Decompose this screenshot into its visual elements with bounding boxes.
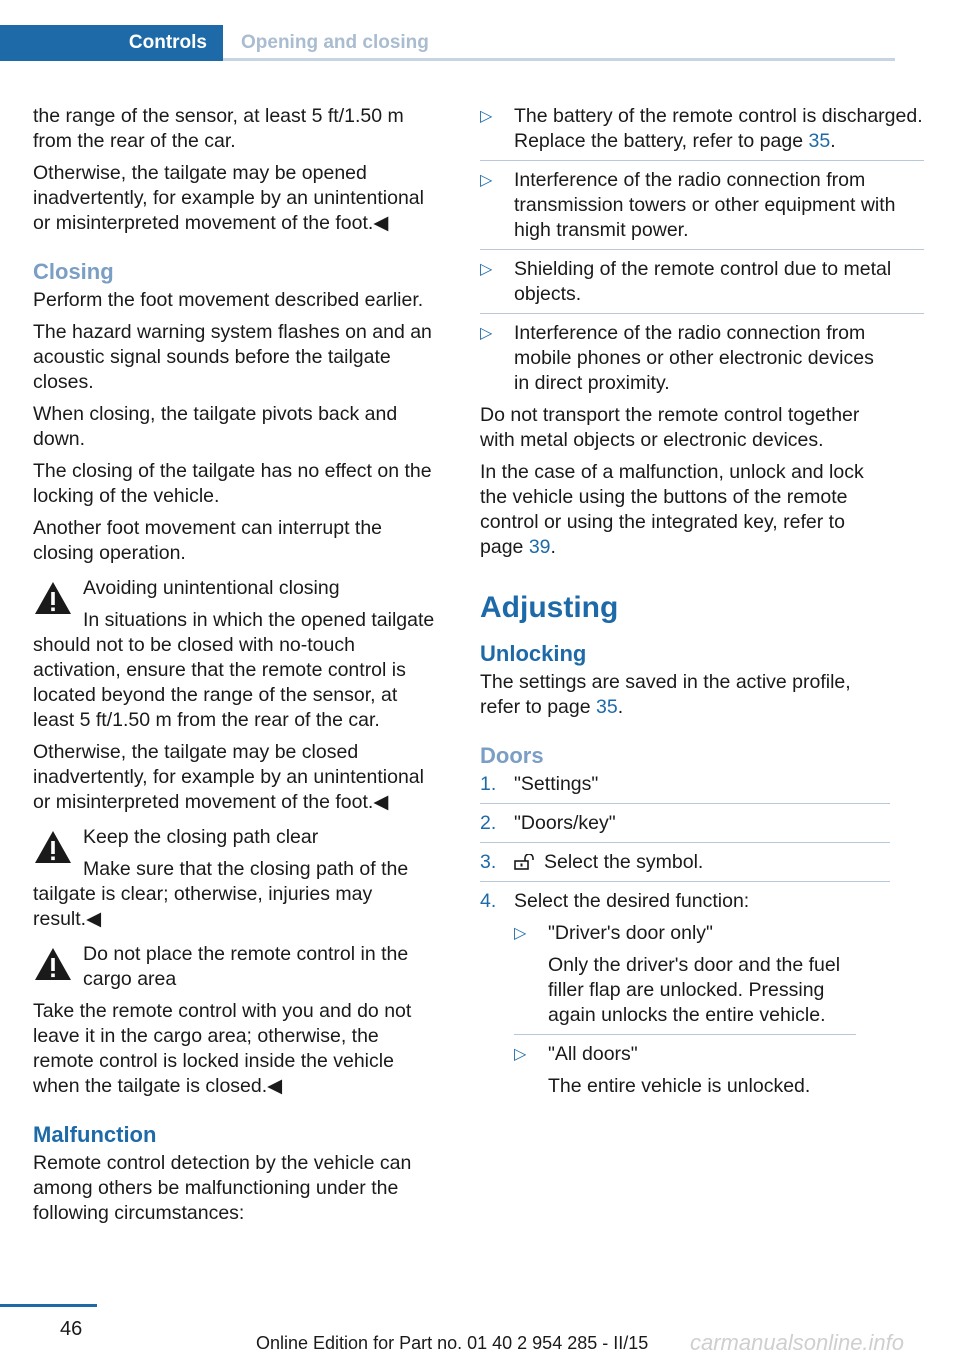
paragraph: Otherwise, the tailgate may be opened inadvertently, for example by an unintentional or misinterpreted movement of the foot.◀	[33, 162, 424, 234]
punctuation: .	[550, 536, 556, 558]
page-link[interactable]: 35	[596, 696, 618, 718]
edition-text: Online Edition for Part no. 01 40 2 954 285 - II/15	[256, 1333, 649, 1353]
warning-box	[33, 576, 443, 733]
list-item-text: The battery of the remote control is discharged. Replace the battery, refer to page	[514, 105, 923, 152]
footer-rule	[0, 1304, 97, 1307]
closing-heading: Closing	[33, 259, 114, 284]
adjusting-heading: Adjusting	[480, 591, 619, 624]
step-item	[480, 850, 890, 882]
option-description: Only the driver's door and the fuel filler flap are unlocked. Pressing again unlocks the entire vehicle.	[548, 954, 841, 1026]
paragraph-text: The settings are saved in the active profile, refer to page	[480, 671, 851, 718]
warning-triangle-icon	[33, 580, 73, 616]
warning-box	[33, 942, 443, 1099]
step-number: 1.	[480, 773, 497, 795]
step-text: Select the symbol.	[544, 851, 704, 873]
paragraph: When closing, the tailgate pivots back and down.	[33, 403, 398, 450]
bullet-marker: ▷	[480, 108, 493, 125]
step-item	[480, 889, 890, 914]
paragraph-text: In the case of a malfunction, unlock and lock the vehicle using the buttons of the remote control or using the integrated key, refer to page	[480, 461, 864, 558]
paragraph	[480, 460, 890, 560]
paragraph	[480, 670, 890, 720]
paragraph: The hazard warning system flashes on and an acoustic signal sounds before the tailgate closes.	[33, 321, 432, 393]
paragraph: The closing of the tailgate has no effect on the locking of the vehicle.	[33, 460, 432, 507]
doors-heading: Doors	[480, 743, 544, 768]
list-item	[480, 257, 924, 314]
list-item-text: Interference of the radio connection from transmission towers or other equipment with high transmit power.	[514, 169, 896, 241]
step-text: "Settings"	[514, 773, 599, 795]
option-title: "Driver's door only"	[548, 922, 713, 944]
list-item-text: Shielding of the remote control due to metal objects.	[514, 258, 892, 305]
warning-triangle-icon	[33, 946, 73, 982]
warning-triangle-icon	[33, 829, 73, 865]
list-item	[480, 321, 890, 396]
unlock-symbol-icon	[514, 854, 538, 870]
bullet-marker: ▷	[514, 925, 527, 942]
warning-body: In situations in which the opened tailgate should not to be closed with no-touch activation, ensure that the remote control is located beyond the range of the sensor, at least 5 ft/1.50 m from the rear of the car.	[33, 609, 435, 731]
paragraph: Remote control detection by the vehicle can among others be malfunctioning under the following circumstances:	[33, 1152, 412, 1224]
warning-title: Avoiding unintentional closing	[83, 577, 340, 599]
list-item	[480, 104, 924, 161]
bullet-marker: ▷	[514, 1046, 527, 1063]
punctuation: .	[830, 130, 836, 152]
page-number: 46	[60, 1318, 83, 1340]
step-item	[480, 811, 890, 843]
step-item	[480, 772, 890, 804]
warning-title: Keep the closing path clear	[83, 826, 319, 848]
option-item	[514, 1042, 890, 1099]
malfunction-heading: Malfunction	[33, 1122, 157, 1147]
warning-body: Take the remote control with you and do not leave it in the cargo area; otherwise, the remote control is locked inside the vehicle when the tailgate is closed.◀	[33, 1000, 412, 1097]
option-description: The entire vehicle is unlocked.	[548, 1075, 811, 1097]
warning-title: Do not place the remote control in the cargo area	[83, 943, 409, 990]
step-text: Select the desired function:	[514, 890, 750, 912]
list-item-text: Interference of the radio connection from mobile phones or other electronic devices in direct proximity.	[514, 322, 874, 394]
step-number: 4.	[480, 890, 497, 912]
tab-controls[interactable]: Controls	[0, 25, 223, 61]
paragraph: Perform the foot movement described earlier.	[33, 289, 424, 311]
paragraph: Another foot movement can interrupt the closing operation.	[33, 517, 383, 564]
option-item	[514, 921, 856, 1035]
punctuation: .	[617, 696, 624, 718]
bullet-marker: ▷	[480, 261, 493, 278]
right-column	[480, 104, 923, 1106]
step-text: "Doors/key"	[514, 812, 616, 834]
paragraph: Otherwise, the tailgate may be closed inadvertently, for example by an unintentional or misinterpreted movement of the foot.◀	[33, 741, 424, 813]
bullet-marker: ▷	[480, 172, 493, 189]
paragraph: the range of the sensor, at least 5 ft/1.50 m from the rear of the car.	[33, 105, 404, 152]
paragraph: Do not transport the remote control together with metal objects or electronic devices.	[480, 404, 860, 451]
watermark: carmanualsonline.info	[690, 1330, 905, 1355]
unlocking-heading: Unlocking	[480, 641, 587, 666]
tab-opening-and-closing[interactable]: Opening and closing	[223, 25, 895, 61]
list-item	[480, 168, 924, 250]
step-number: 3.	[480, 851, 497, 873]
warning-box	[33, 825, 443, 932]
bullet-marker: ▷	[480, 325, 493, 342]
page-link[interactable]: 35	[808, 130, 831, 152]
warning-body: Make sure that the closing path of the tailgate is clear; otherwise, injuries may result.◀	[33, 858, 409, 930]
header-tabbar	[0, 25, 895, 61]
left-column	[33, 104, 443, 1233]
step-number: 2.	[480, 812, 497, 834]
page-link[interactable]: 39	[528, 536, 551, 558]
option-title: "All doors"	[548, 1043, 638, 1065]
